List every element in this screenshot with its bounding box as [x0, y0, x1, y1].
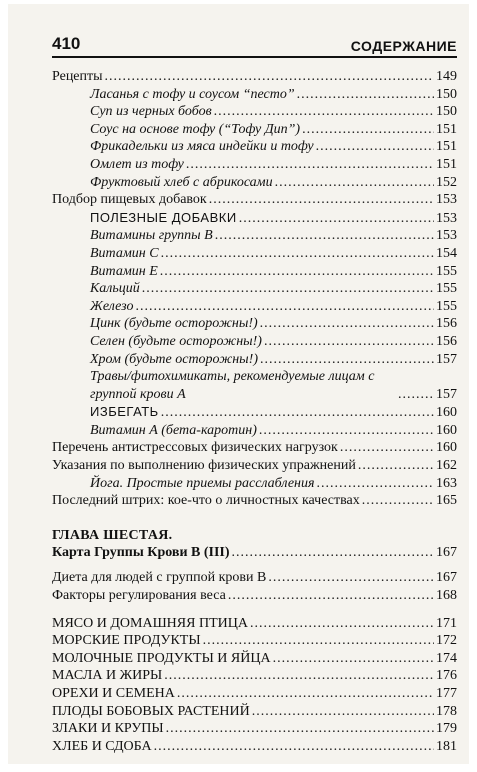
- toc-entry: [52, 587, 457, 605]
- chapter-title-entry: [52, 544, 457, 562]
- entry-title: ХЛЕБ И СДОБА: [52, 738, 152, 754]
- toc-entry: [52, 422, 457, 440]
- dot-leader: [259, 422, 434, 440]
- entry-title: Фрикадельки из мяса индейки и тофу: [90, 139, 314, 155]
- toc-entry: [52, 368, 457, 403]
- entry-title: Карта Группы Крови В (III): [52, 544, 230, 560]
- entry-title: Железо: [90, 298, 134, 314]
- entry-page-number: 155: [436, 298, 457, 314]
- toc-section-recipes-supplements: [52, 68, 457, 510]
- dot-leader: [317, 475, 435, 493]
- dot-leader: [164, 667, 434, 685]
- entry-page-number: 153: [436, 210, 457, 226]
- dot-leader: [316, 138, 434, 156]
- dot-leader: [260, 315, 434, 333]
- dot-leader: [302, 121, 434, 139]
- toc-entry: [52, 174, 457, 192]
- entry-page-number: 172: [436, 633, 457, 649]
- toc-entry: [52, 720, 457, 738]
- entry-title: ОРЕХИ И СЕМЕНА: [52, 686, 175, 701]
- entry-page-number: 163: [436, 475, 457, 491]
- entry-page-number: 150: [436, 104, 457, 120]
- entry-page-number: 149: [436, 69, 457, 84]
- entry-page-number: 151: [436, 156, 457, 172]
- entry-title: Указания по выполнению физических упражнений: [52, 458, 356, 474]
- dot-leader: [260, 351, 434, 369]
- dot-leader: [161, 245, 434, 263]
- entry-title: ЗЛАКИ И КРУПЫ: [52, 721, 164, 737]
- dot-leader: [362, 492, 434, 510]
- entry-title: ИЗБЕГАТЬ: [90, 404, 159, 420]
- entry-page-number: 151: [436, 139, 457, 155]
- toc-entry: [52, 280, 457, 298]
- dot-leader: [215, 227, 434, 245]
- chapter-heading: ГЛАВА ШЕСТАЯ.: [52, 527, 173, 543]
- toc-section-diet: [52, 569, 457, 604]
- entry-title: Хром (будьте осторожны!): [90, 351, 258, 367]
- dot-leader: [186, 156, 434, 174]
- entry-title: ПЛОДЫ БОБОВЫХ РАСТЕНИЙ: [52, 703, 250, 719]
- dot-leader: [142, 280, 434, 298]
- entry-title: Перечень антистрессовых физических нагрузок: [52, 440, 338, 456]
- dot-leader: [398, 386, 434, 404]
- toc-entry: [52, 156, 457, 174]
- toc-entry: [52, 650, 457, 668]
- page-number: 410: [52, 34, 81, 53]
- book-page: [8, 4, 469, 764]
- entry-title: Травы/фитохимикаты, рекомендуемые лицам с группой крови А: [90, 369, 375, 402]
- dot-leader: [232, 544, 434, 562]
- entry-page-number: 160: [436, 405, 457, 421]
- entry-page-number: 157: [436, 386, 457, 402]
- entry-page-number: 167: [436, 570, 457, 586]
- running-title: СОДЕРЖАНИЕ: [350, 38, 457, 54]
- entry-page-number: 160: [436, 440, 457, 456]
- toc-entry: [52, 667, 457, 685]
- toc-entry: [52, 315, 457, 333]
- toc-entry: [52, 209, 457, 228]
- entry-page-number: 179: [436, 721, 457, 737]
- dot-leader: [209, 191, 434, 209]
- dot-leader: [358, 457, 434, 475]
- toc-entry: [52, 351, 457, 369]
- entry-title: Соус на основе тофу (“Тофу Дип”): [90, 121, 301, 137]
- entry-page-number: 150: [436, 86, 457, 102]
- dot-leader: [161, 404, 434, 422]
- entry-title: ПОЛЕЗНЫЕ ДОБАВКИ: [90, 209, 237, 225]
- dot-leader: [228, 587, 434, 605]
- entry-title: Подбор пищевых добавок: [52, 192, 207, 208]
- entry-page-number: 167: [436, 544, 457, 560]
- entry-page-number: 154: [436, 245, 457, 261]
- entry-title: Ласанья с тофу и соусом “песто”: [90, 86, 295, 102]
- entry-title: Суп из черных бобов: [90, 104, 212, 120]
- toc-entry: [52, 191, 457, 209]
- dot-leader: [273, 650, 434, 668]
- entry-page-number: 181: [436, 738, 457, 754]
- toc-entry: [52, 298, 457, 316]
- entry-page-number: 177: [436, 686, 457, 701]
- entry-page-number: 155: [436, 263, 457, 279]
- dot-leader: [340, 439, 434, 457]
- entry-title: МЯСО И ДОМАШНЯЯ ПТИЦА: [52, 615, 248, 631]
- toc-entry: [52, 475, 457, 493]
- entry-page-number: 162: [436, 458, 457, 474]
- entry-title: МАСЛА И ЖИРЫ: [52, 668, 163, 684]
- dot-leader: [268, 569, 434, 587]
- toc-entry: [52, 569, 457, 587]
- dot-leader: [160, 263, 434, 281]
- toc-entry: [52, 457, 457, 475]
- toc-entry: [52, 103, 457, 121]
- dot-leader: [154, 738, 434, 756]
- entry-title: Фруктовый хлеб с абрикосами: [90, 174, 273, 190]
- entry-page-number: 160: [436, 422, 457, 438]
- toc-entry: [52, 138, 457, 156]
- entry-page-number: 171: [436, 615, 457, 631]
- toc-entry: [52, 685, 457, 703]
- entry-page-number: 153: [436, 228, 457, 244]
- entry-title: МОЛОЧНЫЕ ПРОДУКТЫ И ЯЙЦА: [52, 650, 271, 666]
- entry-page-number: 176: [436, 668, 457, 684]
- toc-entry: [52, 68, 457, 86]
- dot-leader: [297, 86, 434, 104]
- entry-page-number: 153: [436, 192, 457, 208]
- toc-entry: [52, 245, 457, 263]
- entry-title: Цинк (будьте осторожны!): [90, 316, 258, 332]
- toc-entry: [52, 492, 457, 510]
- dot-leader: [214, 103, 434, 121]
- dot-leader: [264, 333, 434, 351]
- dot-leader: [239, 210, 434, 228]
- entry-page-number: 152: [436, 174, 457, 190]
- entry-title: Омлет из тофу: [90, 156, 184, 172]
- dot-leader: [203, 632, 434, 650]
- entry-title: Диета для людей с группой крови В: [52, 570, 267, 586]
- toc-entry: [52, 632, 457, 650]
- toc-entry: [52, 403, 457, 422]
- entry-title: Селен (будьте осторожны!): [90, 333, 262, 349]
- entry-title: Витамин А (бета-каротин): [90, 422, 257, 438]
- entry-title: Витамин Е: [90, 263, 158, 279]
- running-header: [52, 34, 457, 58]
- entry-page-number: 165: [436, 493, 457, 509]
- toc-entry: [52, 738, 457, 756]
- entry-title: Последний штрих: кое-что о личностных качествах: [52, 493, 360, 509]
- entry-title: Витамин С: [90, 245, 159, 261]
- entry-page-number: 151: [436, 121, 457, 137]
- entry-page-number: 174: [436, 650, 457, 666]
- toc-entry: [52, 121, 457, 139]
- entry-title: Йога. Простые приемы расслабления: [90, 475, 315, 491]
- dot-leader: [252, 703, 434, 721]
- toc-entry: [52, 86, 457, 104]
- entry-title: Витамины группы В: [90, 228, 213, 244]
- entry-title: Рецепты: [52, 69, 103, 84]
- entry-page-number: 168: [436, 588, 457, 604]
- dot-leader: [105, 68, 434, 86]
- dot-leader: [275, 174, 434, 192]
- entry-page-number: 155: [436, 281, 457, 297]
- toc-entry: [52, 263, 457, 281]
- toc-entry: [52, 703, 457, 721]
- entry-title: МОРСКИЕ ПРОДУКТЫ: [52, 633, 201, 649]
- toc-entry: [52, 333, 457, 351]
- entry-title: Кальций: [90, 281, 140, 297]
- entry-page-number: 156: [436, 316, 457, 332]
- entry-title: Факторы регулирования веса: [52, 588, 226, 604]
- dot-leader: [250, 615, 434, 633]
- dot-leader: [177, 685, 434, 703]
- toc-entry: [52, 227, 457, 245]
- dot-leader: [135, 298, 434, 316]
- entry-page-number: 157: [436, 351, 457, 367]
- entry-page-number: 178: [436, 703, 457, 719]
- dot-leader: [166, 720, 434, 738]
- toc-section-food-groups: [52, 615, 457, 756]
- entry-page-number: 156: [436, 333, 457, 349]
- toc-entry: [52, 615, 457, 633]
- toc-entry: [52, 439, 457, 457]
